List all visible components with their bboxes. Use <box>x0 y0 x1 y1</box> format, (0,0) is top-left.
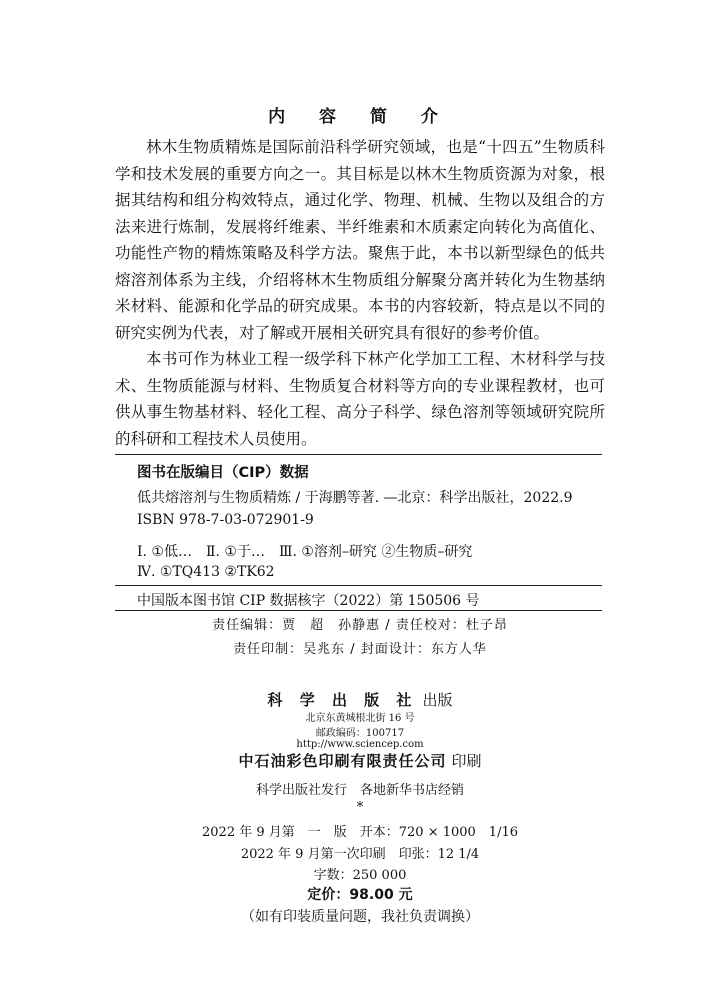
cip-top-rule <box>115 454 602 455</box>
cip-bottom-rule <box>115 610 602 611</box>
cip-line-number: 中国版本图书馆 CIP 数据核字（2022）第 150506 号 <box>137 593 480 609</box>
credits-printing-design: 责任印制：吴兆东 / 封面设计：东方人华 <box>233 642 487 657</box>
summary-body <box>115 134 605 452</box>
summary-title: 内 容 简 介 <box>268 107 452 127</box>
publisher-line <box>0 689 720 710</box>
printer-suffix: 印刷 <box>451 752 482 770</box>
price-line: 定价：98.00 元 <box>307 887 413 903</box>
publisher-suffix: 出版 <box>422 691 453 709</box>
word-count-line: 字数：250 000 <box>313 868 407 883</box>
printer-line <box>0 750 720 771</box>
publisher-website: http://www.sciencep.com <box>296 739 424 750</box>
cip-line-subjects: Ⅰ. ①低… Ⅱ. ①于… Ⅲ. ①溶剂–研究 ②生物质–研究 <box>137 544 473 560</box>
summary-paragraph-1: 林木生物质精炼是国际前沿科学研究领域，也是“十四五”生物质科学和技术发展的重要方向之一。其目标是以林木生物质资源为对象，根据其结构和组分构效特点，通过化学、物理、机械、生物以及组合的方法来进行炼制，发展将纤维素、半纤维素和木质素定向转化为高值化、功能性产物的精炼策略及科学方法。聚焦于此，本书以新型绿色的低共熔溶剂体系为主线，介绍将林木生物质组分解聚分离并转化为生物基纳米材料、能源和化学品的研究成果。本书的内容较新，特点是以不同的研究实例为代表，对了解或开展相关研究具有很好的参考价值。 <box>115 138 605 342</box>
cip-line-isbn: ISBN 978-7-03-072901-9 <box>137 512 314 528</box>
distribution-line: 科学出版社发行 各地新华书店经销 <box>255 783 464 798</box>
summary-paragraph-2: 本书可作为林业工程一级学科下林产化学加工工程、木材科学与技术、生物质能源与材料、生物质复合材料等方向的专业课程教材，也可供从事生物基材料、轻化工程、高分子科学、绿色溶剂等领域研究院所的科研和工程技术人员使用。 <box>115 350 605 448</box>
cip-line-catalog: 低共熔溶剂与生物质精炼 / 于海鹏等著. —北京：科学出版社，2022.9 <box>137 490 573 506</box>
publisher-postcode: 邮政编码：100717 <box>315 728 405 739</box>
printing-line: 2022 年 9 月第一次印刷 印张：12 1/4 <box>240 847 480 862</box>
cip-line-classification: Ⅳ. ①TQ413 ②TK62 <box>137 564 275 580</box>
credits-editors: 责任编辑：贾 超 孙静惠 / 责任校对：杜子昂 <box>212 618 508 633</box>
quality-note: （如有印装质量问题，我社负责调换） <box>241 909 479 925</box>
publisher-name: 科 学 出 版 社 <box>267 691 418 709</box>
printer-name: 中石油彩色印刷有限责任公司 <box>238 752 447 770</box>
cip-middle-rule <box>115 585 602 586</box>
publisher-address: 北京东黄城根北街 16 号 <box>305 713 415 724</box>
separator-asterisk: * <box>356 800 364 815</box>
cip-title: 图书在版编目（CIP）数据 <box>137 465 309 481</box>
edition-line: 2022 年 9 月第 一 版 开本：720 × 1000 1/16 <box>202 825 518 840</box>
